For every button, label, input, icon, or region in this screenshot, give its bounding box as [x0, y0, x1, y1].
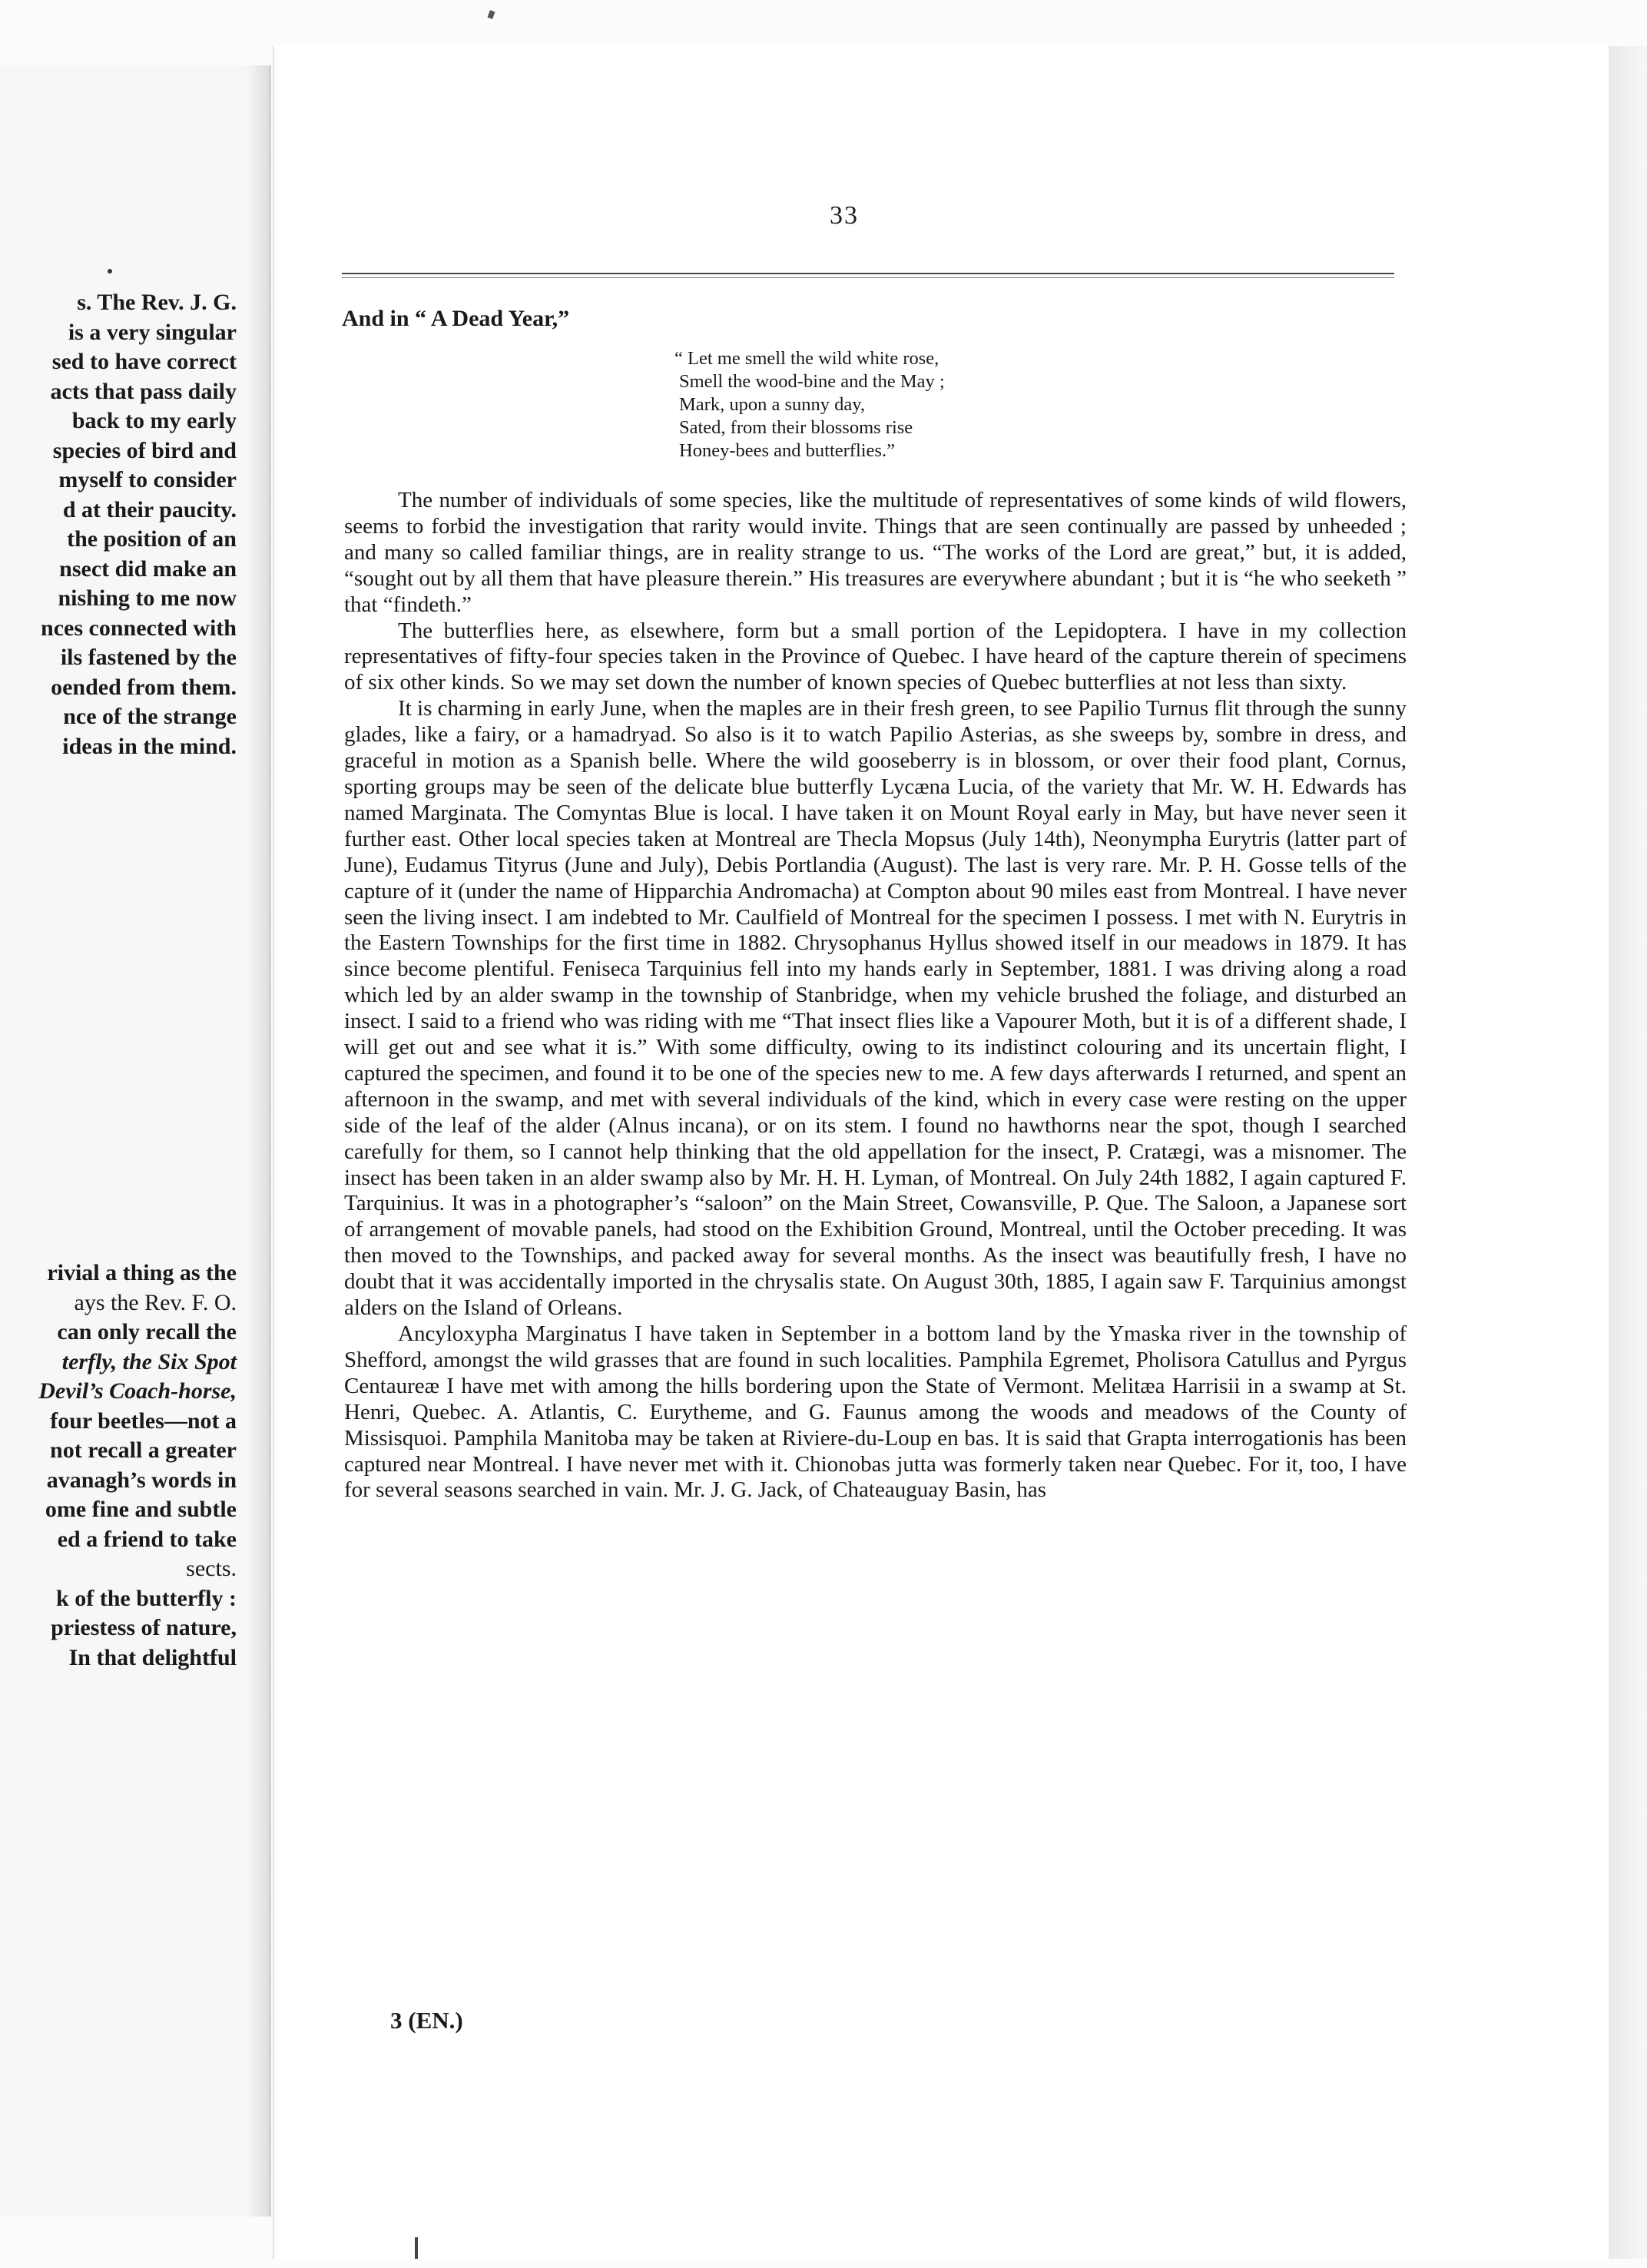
left-line: four beetles—not a	[50, 1408, 237, 1434]
left-line: can only recall the	[57, 1319, 237, 1345]
left-line: nsect did make an	[59, 555, 237, 582]
left-line: Devil’s Coach-horse,	[38, 1378, 237, 1404]
page-edge	[1609, 46, 1647, 2259]
left-line: species of bird and	[52, 437, 237, 463]
poem-quote	[674, 347, 945, 463]
left-line: the position of an	[67, 526, 237, 552]
left-line: s. The Rev. J. G.	[77, 290, 237, 315]
left-line: back to my early	[71, 408, 237, 433]
left-line: avanagh’s words in	[46, 1467, 237, 1493]
left-page-top-text	[41, 288, 237, 761]
left-line: myself to consider	[58, 467, 237, 492]
paragraph: The number of individuals of some species, like the multitude of representatives of some kinds of wild flowers, seems to forbid the investigation that rarity would invite. Things that are seen continually are passed by unheeded ; and many so called familiar things, are in reality strange to us. “The works of the Lord are great,” but, it is added, “sought out by all them that have pleasure therein.” His treasures are everywhere abundant ; but it is “he who seeketh ” that “findeth.”	[344, 488, 1407, 617]
left-line: rivial a thing as the	[47, 1260, 237, 1285]
left-line: ideas in the mind.	[62, 733, 237, 759]
left-line: ome fine and subtle	[45, 1497, 237, 1522]
left-line: acts that pass daily	[50, 378, 237, 404]
paragraph: The butterflies here, as elsewhere, form but a small portion of the Lepidoptera. I have in my collection representatives of fifty-four species taken in the Province of Quebec. I have heard of the capture therein of specimens of six other kinds. So we may set down the number of known species of Quebec butterflies at not less than sixty.	[344, 618, 1407, 695]
signature-mark: 3 (EN.)	[390, 2007, 463, 2034]
header-rule	[342, 273, 1394, 278]
page-number: 33	[830, 201, 859, 230]
left-line: is a very singular	[68, 319, 237, 345]
poem-line: Honey-bees and butterflies.”	[679, 440, 895, 461]
left-line: priestess of nature,	[51, 1615, 237, 1640]
left-line: oended from them.	[51, 674, 237, 700]
poem-line: “ Let me smell the wild white rose,	[674, 348, 939, 369]
scan-speck	[415, 2237, 418, 2259]
poem-line: Smell the wood-bine and the May ;	[679, 371, 945, 392]
left-line: not recall a greater	[50, 1437, 237, 1463]
scan-speck	[108, 269, 112, 274]
left-page-bottom-text	[38, 1258, 237, 1673]
left-line: ed a friend to take	[57, 1526, 237, 1552]
left-line: ils fastened by the	[60, 645, 237, 670]
poem-line: Sated, from their blossoms rise	[679, 417, 913, 438]
left-line: terfly, the Six Spot	[61, 1348, 237, 1374]
left-line: nishing to me now	[58, 585, 237, 611]
paragraph: It is charming in early June, when the maples are in their fresh green, to see Papilio Turnus flit through the sunny glades, like a fairy, or a hamadryad. So also is it to watch Papilio Asterias, as she sweeps by, sombre in dress, and graceful in motion as a Spanish belle. Where the wild gooseberry is in blossom, or over their food plant, Cornus, sporting groups may be seen of the delicate blue butterfly Lycæna Lucia, of the variety that Mr. W. H. Edwards has named Marginata. The Comyntas Blue is local. I have taken it on Mount Royal early in May, but have never seen it further east. Other local species taken at Montreal are Thecla Mopsus (July 14th), Neonympha Eurytris (latter part of June), Eudamus Tityrus (June and July), Debis Portlandia (August). The last is very rare. Mr. P. H. Gosse tells of the capture of it (under the name of Hipparchia Andromacha) at Compton about 90 miles east from Montreal. I have never seen the living insect. I am indebted to Mr. Caulfield of Montreal for the specimen I possess. I met with N. Eurytris in the Eastern Townships for the first time in 1882. Chrysophanus Hyllus showed itself in our meadows in 1879. It has since become plentiful. Feniseca Tarquinius fell into my hands early in September, 1881. I was driving along a road which led by an alder swamp in the township of Stanbridge, when my vehicle brushed the foliage, and disturbed an insect. I said to a friend who was riding with me “That insect flies like a Vapourer Moth, but it is of a different shade, I will get out and see what it is.” With some difficulty, owing to its indistinct colouring and its uncertain flight, I captured the specimen, and found it to be one of the species new to me. A few days afterwards I returned, and spent an afternoon in the swamp, and met with several individuals of the kind, which in every case were resting on the upper side of the leaf of the alder (Alnus incana), or on its stem. I found no hawthorns near the spot, though I searched carefully for them, so I cannot help thinking that the old appellation for the insect, P. Cratægi, was a misnomer. The insect has been taken in an alder swamp also by Mr. H. H. Lyman, of Montreal. On July 24th 1882, I again captured F. Tarquinius. It was in a photographer’s “saloon” on the Main Street, Cowansville, P. Que. The Saloon, a Japanese sort of arrangement of movable panels, had stood on the Exhibition Ground, Montreal, until the October preceding. It was then moved to the Townships, and packed away for several months. As the insect was beautifully fresh, I have no doubt that it was accidentally imported in the chrysalis state. On August 30th, 1885, I again saw F. Tarquinius amongst alders on the Island of Orleans.	[344, 696, 1407, 1321]
left-line: sects.	[186, 1556, 237, 1581]
body-text	[344, 488, 1407, 1504]
paragraph: Ancyloxypha Marginatus I have taken in September in a bottom land by the Ymaska river in the township of Shefford, amongst the wild grasses that are found in such localities. Pamphila Egremet, Pholisora Catullus and Pyrgus Centaureæ I have met with among the hills bordering upon the State of Vermont. Melitæa Harrisii in a swamp at St. Henri, Quebec. A. Atlantis, C. Eurytheme, and G. Faunus among the woods and meadows of the County of Missisquoi. Pamphila Manitoba may be taken at Riviere-du-Loup en bas. It is said that Grapta interrogationis has been captured near Montreal. I have never met with it. Chionobas jutta was formerly taken near Quebec. For it, too, I have for several seasons searched in vain. Mr. J. G. Jack, of Chateauguay Basin, has	[344, 1321, 1407, 1503]
left-line: sed to have correct	[51, 349, 237, 374]
left-line: d at their paucity.	[62, 496, 237, 522]
left-page	[0, 65, 271, 2217]
poem-line: Mark, upon a sunny day,	[679, 394, 866, 415]
left-line: nces connected with	[41, 615, 237, 641]
left-line: ays the Rev. F. O.	[74, 1289, 237, 1315]
left-line: nce of the strange	[63, 704, 237, 729]
intro-line: And in “ A Dead Year,”	[342, 306, 570, 331]
left-line: k of the butterfly :	[56, 1585, 237, 1611]
left-line: In that delightful	[68, 1644, 237, 1670]
